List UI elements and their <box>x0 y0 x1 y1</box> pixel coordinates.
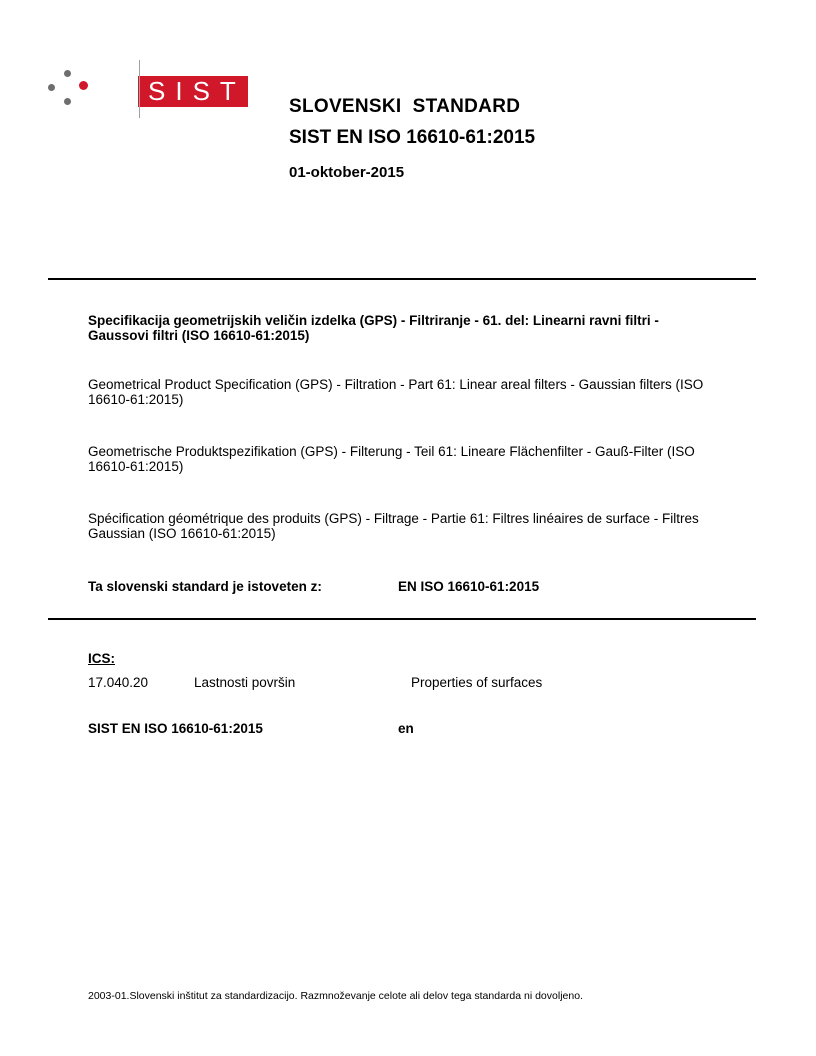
logo-divider <box>139 60 140 118</box>
standard-label: SLOVENSKI STANDARD <box>289 96 521 117</box>
copyright-footer: 2003-01.Slovenski inštitut za standardizacijo. Razmnoževanje celote ali delov tega standarda ni dovoljeno. <box>88 990 583 1002</box>
logo-dot-icon <box>64 70 71 77</box>
ics-code: 17.040.20 <box>88 675 149 690</box>
title-english: Geometrical Product Specification (GPS) - Filtration - Part 61: Linear areal filters - Gaussian filters (ISO 16610-61:2015) <box>88 377 704 407</box>
title-german: Geometrische Produktspezifikation (GPS) - Filterung - Teil 61: Lineare Flächenfilter - Gauß-Filter (ISO 16610-61:2015) <box>88 444 695 474</box>
reference-number: SIST EN ISO 16610-61:2015 <box>88 721 263 736</box>
top-divider <box>48 278 756 280</box>
logo-wordmark: SIST <box>138 76 248 107</box>
equivalence-value: EN ISO 16610-61:2015 <box>398 579 540 594</box>
title-slovenian: Specifikacija geometrijskih veličin izdelka (GPS) - Filtriranje - 61. del: Linearni ravni filtri - Gaussovi filtri (ISO 16610-61:2015) <box>88 313 659 343</box>
standard-number: SIST EN ISO 16610-61:2015 <box>289 127 536 148</box>
ics-description-sl: Lastnosti površin <box>194 675 296 690</box>
logo-dot-icon <box>79 81 88 90</box>
logo-dot-icon <box>64 98 71 105</box>
bottom-divider <box>48 618 756 620</box>
ics-label: ICS: <box>88 651 115 666</box>
reference-language: en <box>398 721 414 736</box>
publication-date: 01-oktober-2015 <box>289 164 405 181</box>
equivalence-label: Ta slovenski standard je istoveten z: <box>88 579 322 594</box>
title-french: Spécification géométrique des produits (GPS) - Filtrage - Partie 61: Filtres linéaires de surface - Filtres Gaussian (ISO 16610-61:2015) <box>88 511 699 541</box>
ics-description-en: Properties of surfaces <box>411 675 543 690</box>
logo-dot-icon <box>48 84 55 91</box>
sist-logo <box>44 64 246 120</box>
